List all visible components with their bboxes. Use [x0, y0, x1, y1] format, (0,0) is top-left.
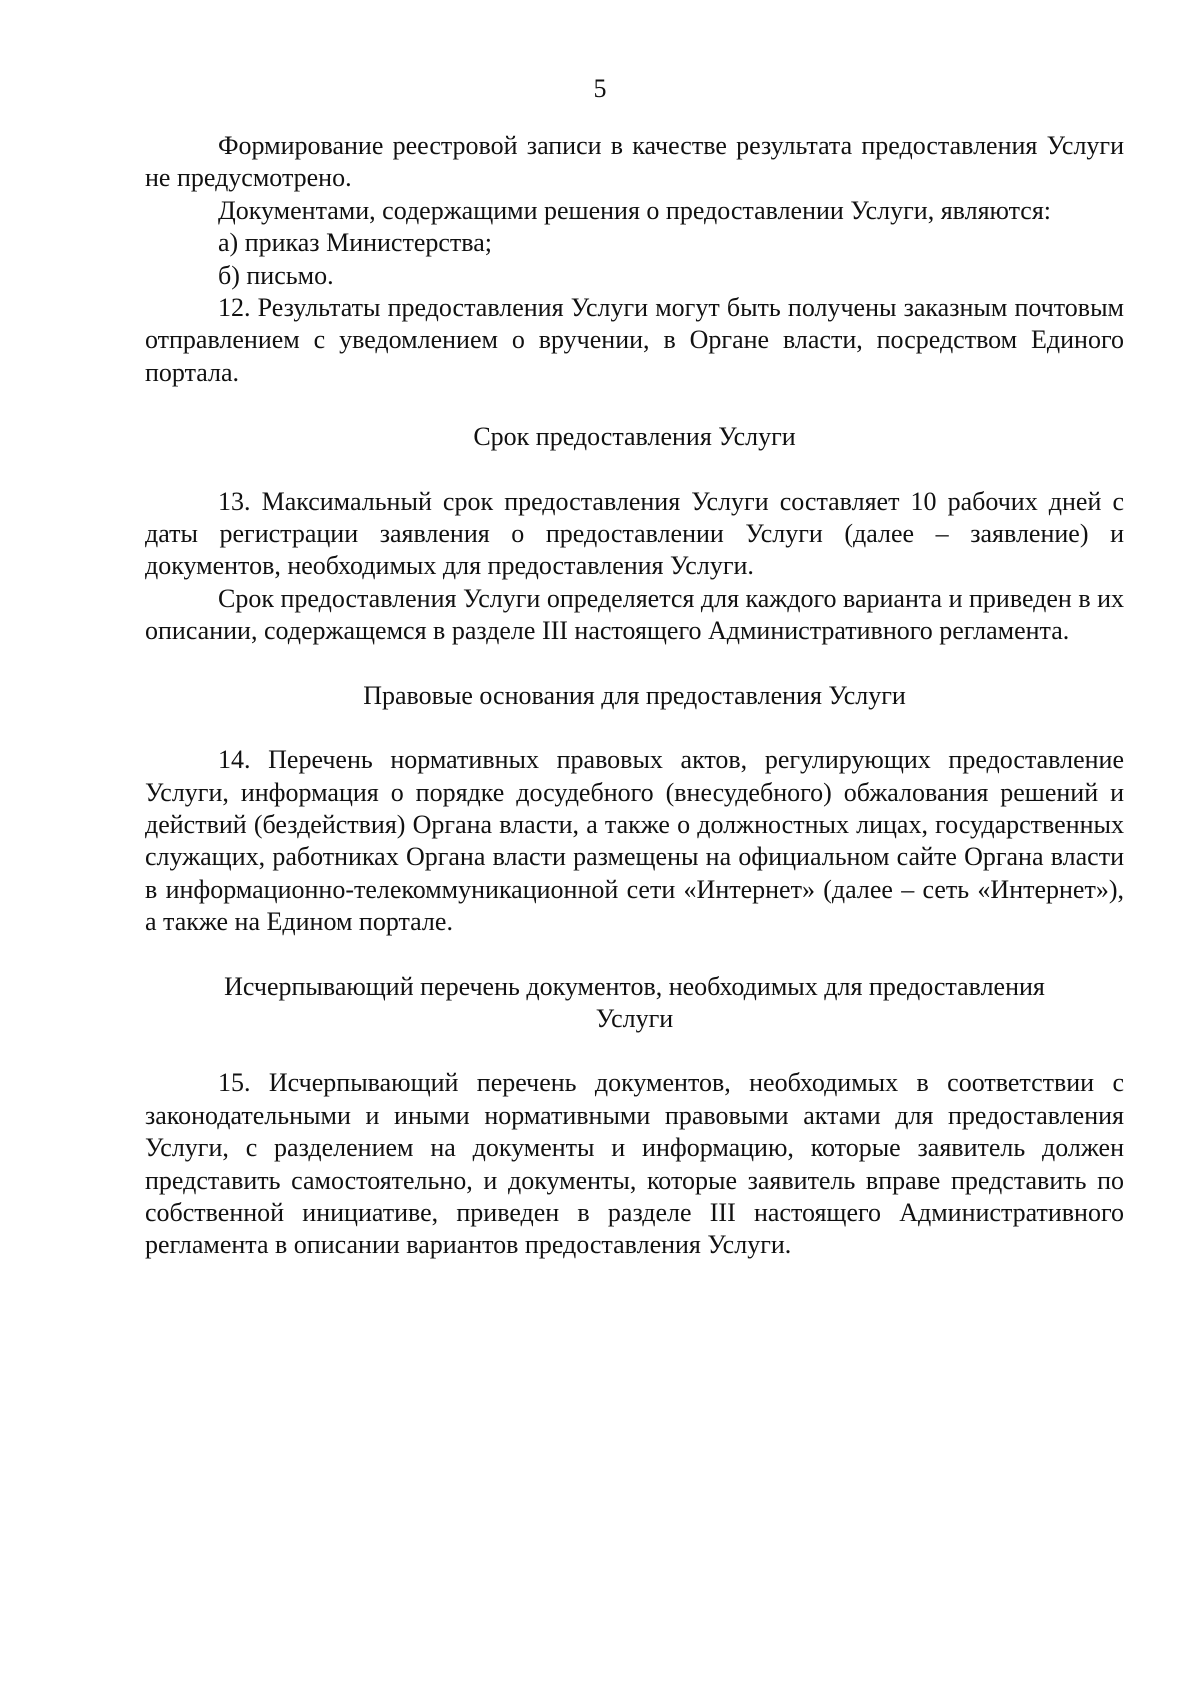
document-body: [145, 130, 1124, 1262]
list-item: б) письмо.: [218, 260, 334, 290]
section-heading-legal: Правовые основания для предоставления Услуги: [363, 680, 906, 710]
paragraph-13: 13. Максимальный срок предоставления Услуги составляет 10 рабочих дней с даты регистрации заявления о предоставлении Услуги (далее – заявление) и документов, необходимых для предоставления Услуги.: [145, 486, 1124, 581]
section-heading-docs-line1: Исчерпывающий перечень документов, необходимых для предоставления: [224, 971, 1045, 1001]
paragraph: Формирование реестровой записи в качестве результата предоставления Услуги не предусмотрено.: [145, 131, 1124, 193]
paragraph-12: 12. Результаты предоставления Услуги могут быть получены заказным почтовым отправлением с уведомлением о вручении, в Органе власти, посредством Единого портала.: [145, 293, 1124, 387]
paragraph: Срок предоставления Услуги определяется для каждого варианта и приведен в их описании, содержащемся в разделе III настоящего Административного регламента.: [145, 583, 1125, 646]
section-term: [145, 421, 1124, 453]
paragraph-14: 14. Перечень нормативных правовых актов, регулирующих предоставление Услуги, информация о порядке досудебного (внесудебного) обжалования решений и действий (бездействия) Органа власти, а также о должностных лицах, государственных служащих, работниках Органа власти размещены на официальном сайте Органа власти в информационно-телекоммуникационной сети «Интернет» (далее – сеть «Интернет»), а также на Едином портале.: [145, 745, 1124, 937]
section-legal: [145, 680, 1124, 712]
page-number: 5: [593, 74, 607, 103]
section-heading-docs-line2: Услуги: [595, 1003, 674, 1033]
paragraph-15: 15. Исчерпывающий перечень документов, необходимых в соответствии с законодательными и иными нормативными правовыми актами для предоставления Услуги, с разделением на документы и информацию, которые заявитель должен представить самостоятельно, и документы, которые заявитель вправе представить по собственной инициативе, приведен в разделе III настоящего Административного регламента в описании вариантов предоставления Услуги.: [145, 1068, 1124, 1260]
list-item: а) приказ Министерства;: [218, 228, 492, 258]
paragraph: Документами, содержащими решения о предоставлении Услуги, являются:: [218, 195, 1052, 225]
section-docs: [145, 971, 1124, 1036]
section-heading-term: Срок предоставления Услуги: [473, 422, 796, 452]
